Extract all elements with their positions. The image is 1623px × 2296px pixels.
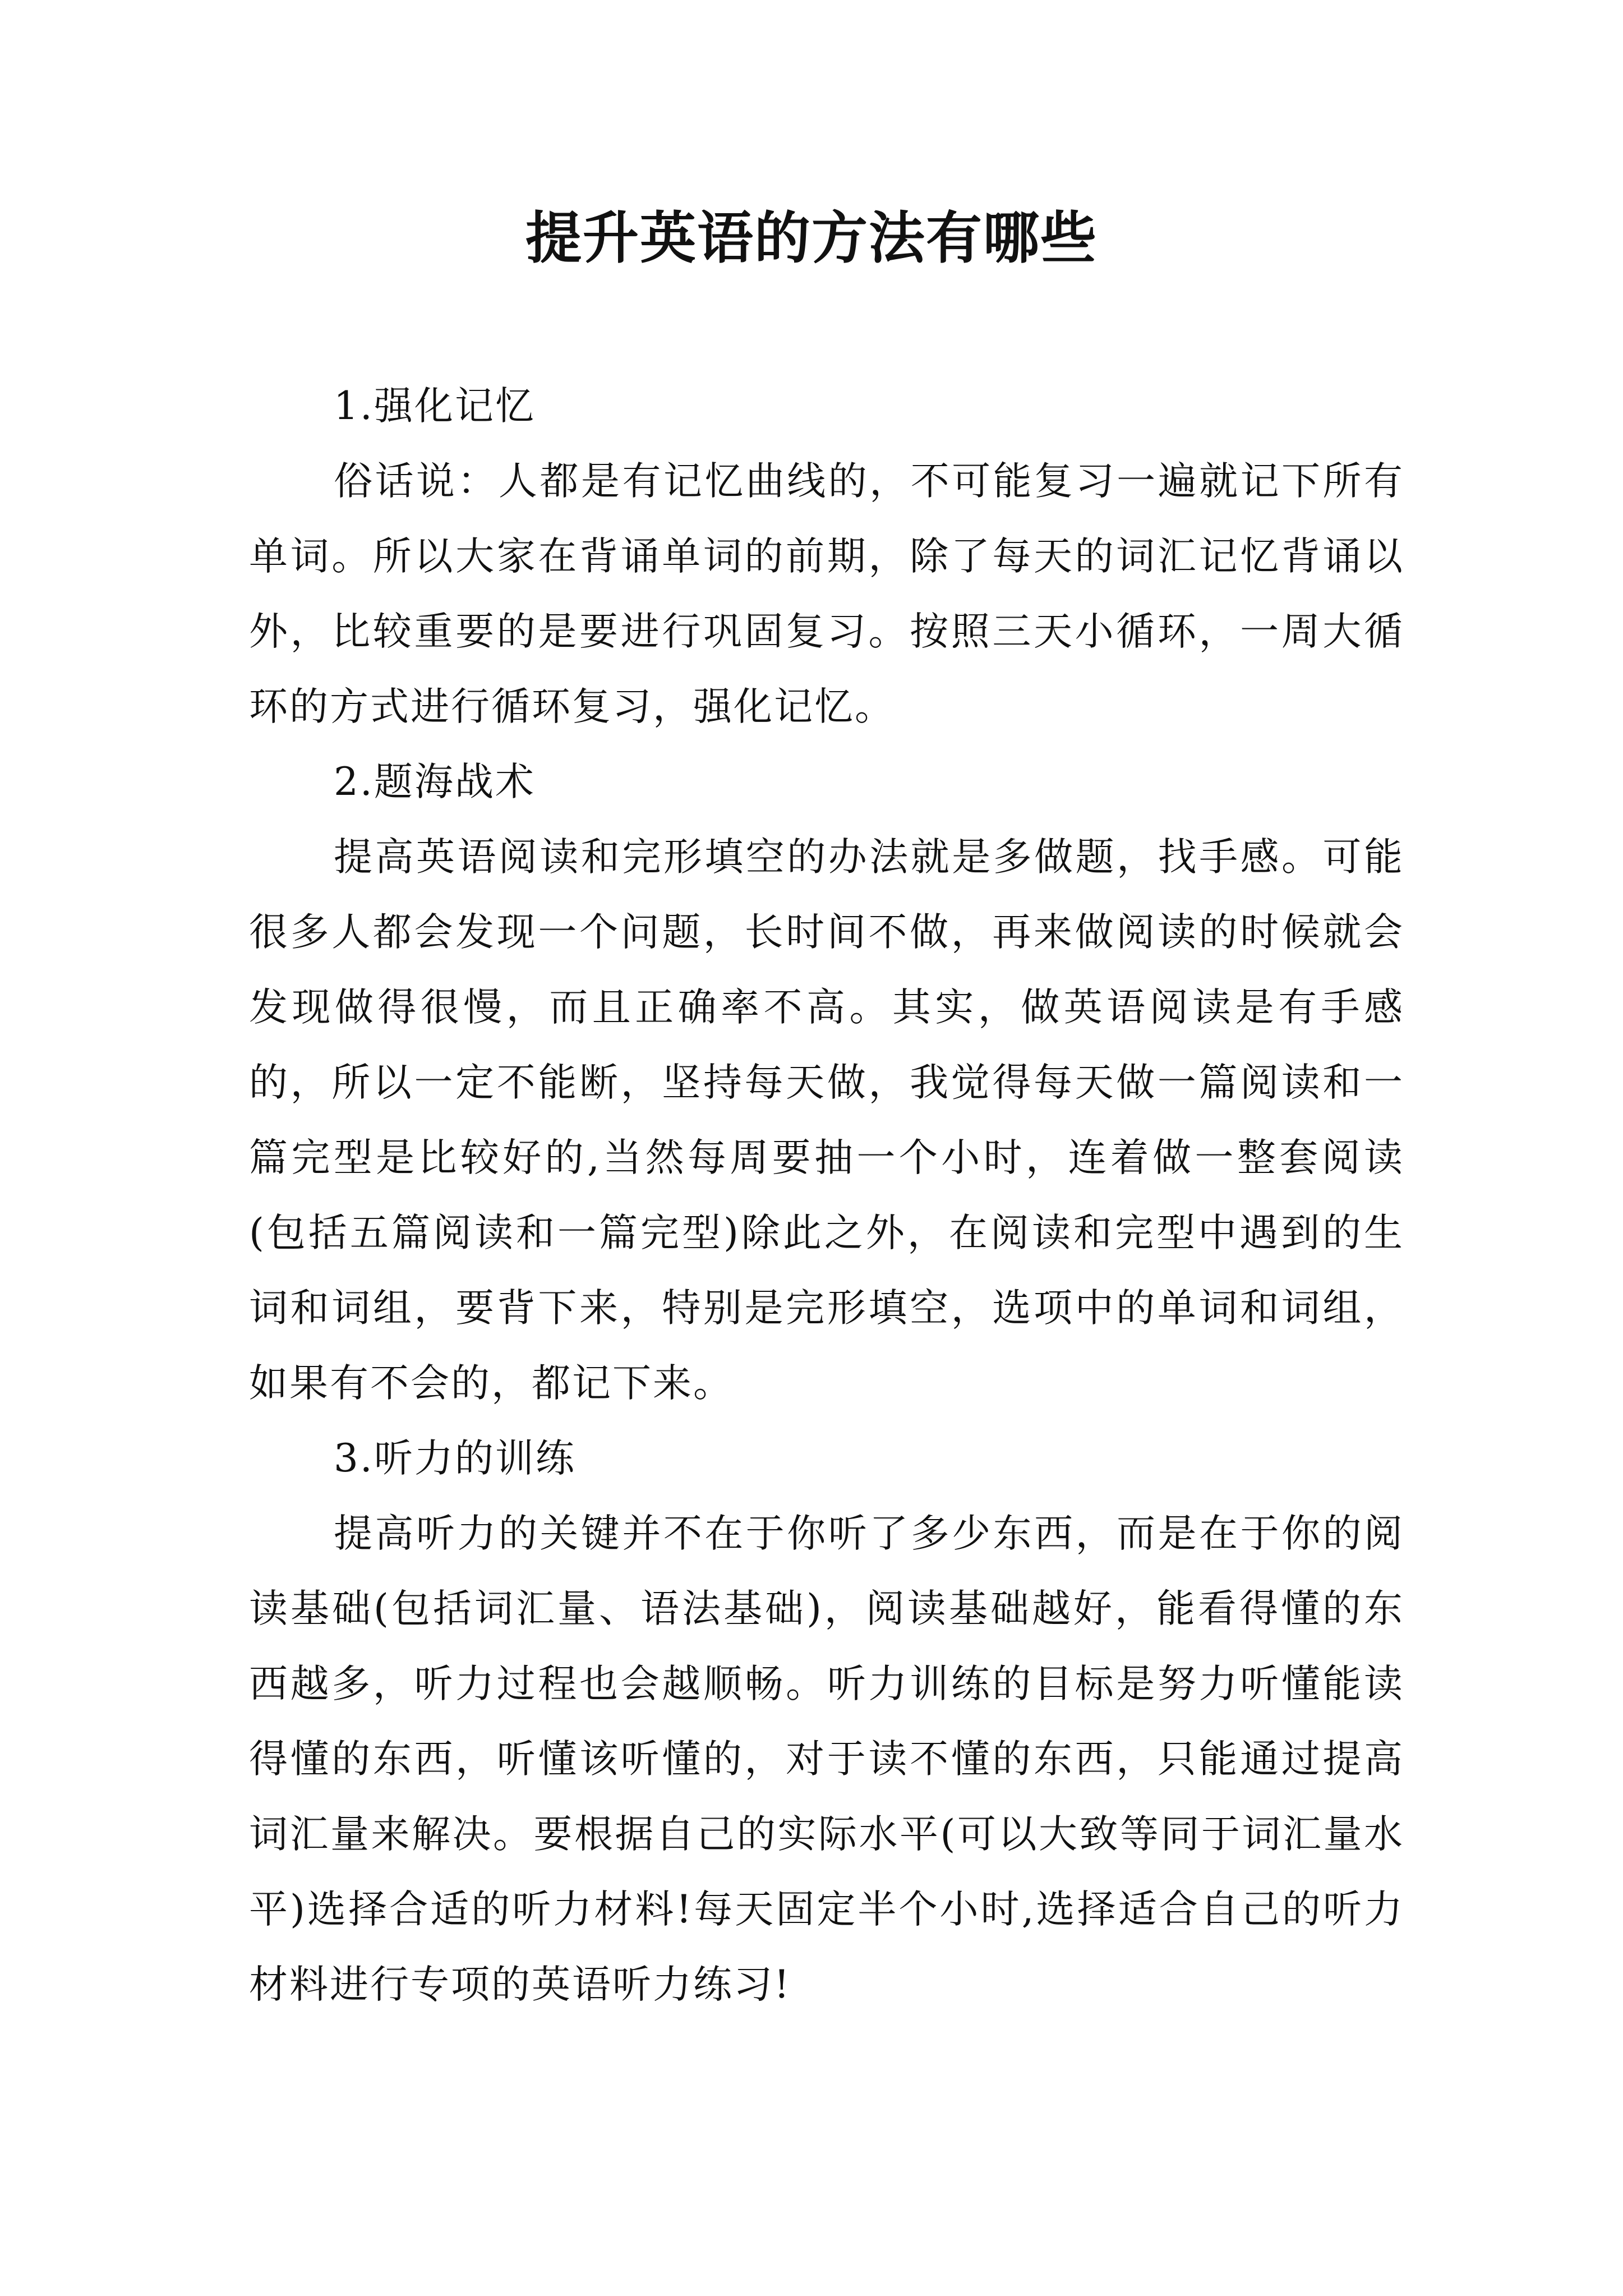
- document-body: [249, 369, 1404, 2022]
- paragraph-memory: 俗话说：人都是有记忆曲线的，不可能复习一遍就记下所有单词。所以大家在背诵单词的前期，除了每天的词汇记忆背诵以外，比较重要的是要进行巩固复习。按照三天小循环，一周大循环的方式进行循环复习，强化记忆。: [249, 459, 1404, 729]
- section-heading-listening: 3.听力的训练: [334, 1436, 576, 1481]
- section-heading-memory: 1.强化记忆: [334, 384, 536, 429]
- paragraph-practice: 提高英语阅读和完形填空的办法就是多做题，找手感。可能很多人都会发现一个问题，长时间不做，再来做阅读的时候就会发现做得很慢，而且正确率不高。其实，做英语阅读是有手感的，所以一定不能断，坚持每天做，我觉得每天做一篇阅读和一篇完型是比较好的,当然每周要抽一个小时，连着做一整套阅读(包括五篇阅读和一篇完型)除此之外，在阅读和完型中遇到的生词和词组，要背下来，特别是完形填空，选项中的单词和词组，如果有不会的，都记下来。: [249, 835, 1404, 1406]
- section-heading-practice: 2.题海战术: [334, 760, 536, 804]
- document-title: 提升英语的方法有哪些: [525, 205, 1098, 271]
- paragraph-listening: 提高听力的关键并不在于你听了多少东西，而是在于你的阅读基础(包括词汇量、语法基础)，阅读基础越好，能看得懂的东西越多，听力过程也会越顺畅。听力训练的目标是努力听懂能读得懂的东西，听懂该听懂的，对于读不懂的东西，只能通过提高词汇量来解决。要根据自己的实际水平(可以大致等同于词汇量水平)选择合适的听力材料!每天固定半个小时,选择适合自己的听力材料进行专项的英语听力练习!: [249, 1511, 1404, 2007]
